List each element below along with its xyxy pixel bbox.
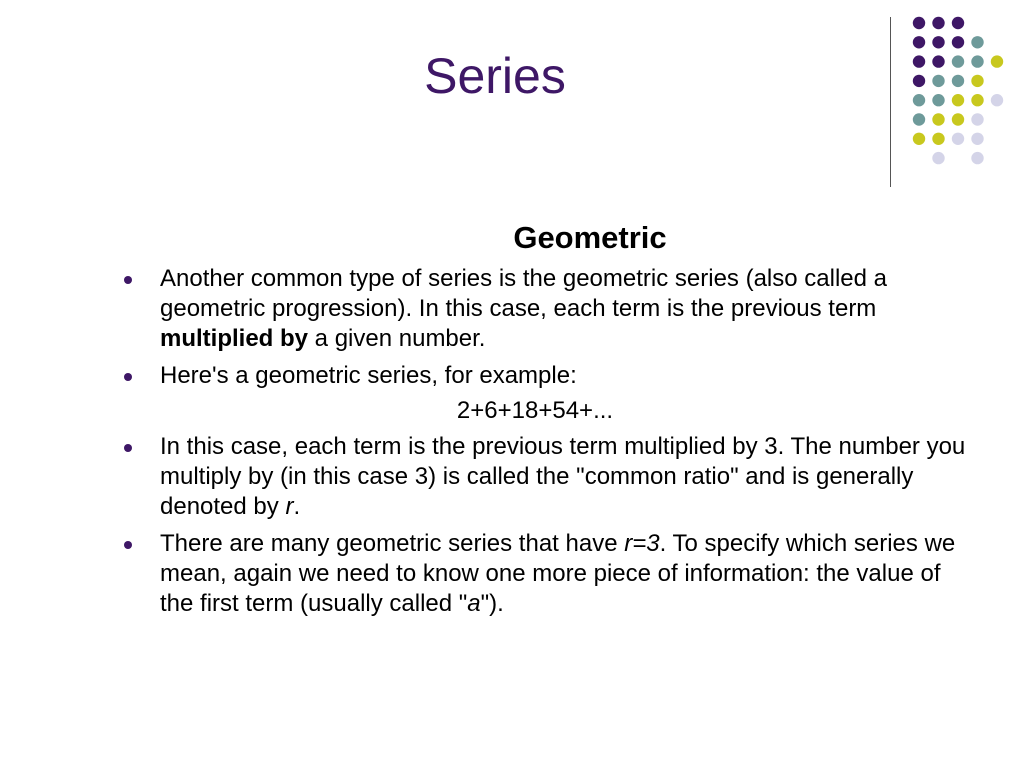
bullet-item bbox=[120, 529, 970, 619]
decorative-dot bbox=[971, 94, 983, 106]
decorative-dot bbox=[991, 55, 1003, 67]
decorative-dot bbox=[913, 75, 925, 87]
decorative-dot bbox=[952, 55, 964, 67]
bullet-icon bbox=[124, 444, 132, 452]
bullet-text-italic: r bbox=[285, 493, 294, 520]
bullet-icon bbox=[124, 541, 132, 549]
decorative-dot bbox=[932, 94, 944, 106]
decorative-dot bbox=[913, 36, 925, 48]
decorative-dot bbox=[913, 94, 925, 106]
decorative-dot bbox=[952, 133, 964, 145]
decorative-dot bbox=[971, 75, 983, 87]
decorative-dot bbox=[932, 75, 944, 87]
bullet-text-italic: a bbox=[467, 590, 481, 617]
decorative-dot bbox=[952, 113, 964, 125]
decorative-dot bbox=[913, 55, 925, 67]
decorative-dot bbox=[913, 133, 925, 145]
bullet-icon bbox=[124, 276, 132, 284]
bullet-list bbox=[120, 264, 970, 391]
bullet-text: . To specify which series we mean, again we need to know one more piece of information: the value of the first term (usually called " bbox=[160, 530, 956, 617]
bullet-text: There are many geometric series that have bbox=[160, 530, 625, 557]
decorative-dot bbox=[932, 152, 944, 164]
decorative-dot bbox=[991, 94, 1003, 106]
decorative-dot bbox=[932, 133, 944, 145]
bullet-text: Here's a geometric series, for example: bbox=[160, 362, 577, 389]
bullet-item bbox=[120, 432, 970, 522]
bullet-text: a given number. bbox=[308, 325, 486, 352]
bullet-text: "). bbox=[480, 590, 504, 617]
bullet-text-bold: multiplied by bbox=[160, 325, 309, 352]
bullet-list bbox=[120, 432, 970, 619]
slide-body bbox=[120, 216, 970, 626]
decorative-dot bbox=[971, 55, 983, 67]
decorative-dot bbox=[952, 36, 964, 48]
decorative-dot bbox=[932, 36, 944, 48]
decorative-dot bbox=[932, 55, 944, 67]
section-heading: Geometric bbox=[513, 220, 667, 255]
decorative-dot bbox=[913, 113, 925, 125]
decorative-dot bbox=[952, 75, 964, 87]
bullet-text: In this case, each term is the previous term multiplied by 3. The number you multiply by (in this case 3) is called the "common ratio" and is generally denoted by bbox=[160, 433, 966, 520]
decorative-dot bbox=[971, 36, 983, 48]
title-divider-line bbox=[890, 17, 891, 187]
bullet-item bbox=[120, 361, 970, 391]
decorative-dot bbox=[932, 113, 944, 125]
decorative-dot bbox=[952, 17, 964, 29]
slide-title: Series bbox=[424, 48, 566, 104]
decorative-dot bbox=[952, 94, 964, 106]
bullet-text: Another common type of series is the geometric series (also called a geometric progression). In this case, each term is the previous term bbox=[160, 265, 887, 322]
decorative-dot bbox=[932, 17, 944, 29]
decorative-dot bbox=[971, 133, 983, 145]
decorative-dot bbox=[913, 17, 925, 29]
bullet-icon bbox=[124, 373, 132, 381]
decorative-dot bbox=[971, 113, 983, 125]
bullet-text: . bbox=[293, 493, 301, 520]
example-formula: 2+6+18+54+... bbox=[456, 397, 614, 424]
bullet-text-italic: r=3 bbox=[624, 530, 660, 557]
bullet-item bbox=[120, 264, 970, 354]
decorative-dot bbox=[971, 152, 983, 164]
